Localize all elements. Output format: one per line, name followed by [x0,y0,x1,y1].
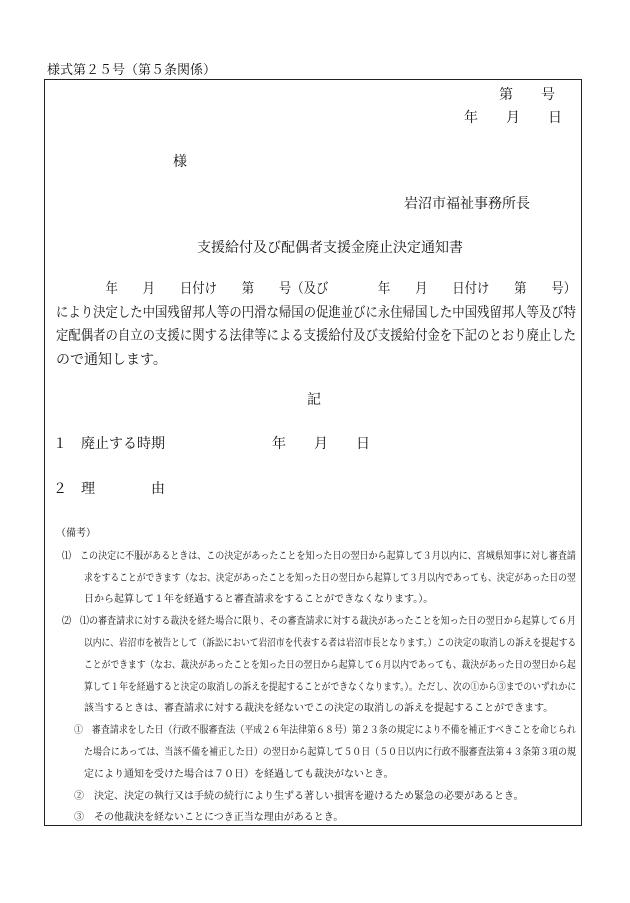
note-line: ① 審査請求をした日（行政不服審査法（平成２６年法律第６８号）第２３条の規定により不備を補正すべきことを命じられ [74,725,576,736]
body-line: 定配偶者の自立の支援に関する法律等による支援給付及び支援給付金を下記のとおり廃止した [56,328,577,344]
document-title: 支援給付及び配偶者支援金廃止決定通知書 [197,240,463,256]
note-line: 算して１年を経過すると決定の取消しの訴えを提起することができなくなります。）。ただし、次の①から③までのいずれかに [84,682,577,693]
note-line: ③ その他裁決を経ないことにつき正当な理由があるとき。 [74,812,344,823]
body-paragraph [56,278,577,372]
note-line: ⑵ ⑴の審査請求に対する裁決を経た場合に限り、その審査請求に対する裁決があったことを知った日の翌日から起算して６月 [62,616,576,627]
note-line: ことができます（なお、裁決があったことを知った日の翌日から起算して６月以内であっても、裁決があった日の翌日から起 [84,660,576,671]
document-date: 年 月 日 [464,110,562,126]
note-line: ⑴ この決定に不服があるときは、この決定があったことを知った日の翌日から起算して３月以内に、宮城県知事に対し審査請 [62,551,576,562]
body-line: により決定した中国残留邦人等の円滑な帰国の促進並びに永住帰国した中国残留邦人等及び特 [56,304,577,321]
note-line: 日から起算して１年を経過すると審査請求をすることができなくなります。）。 [84,594,434,605]
document-number: 第 号 [499,87,555,103]
ki-heading: 記 [307,392,321,408]
note-line: 以内に、岩沼市を被告として（訴訟において岩沼市を代表する者は岩沼市長となります。）この決定の取消しの訴えを提起する [84,638,577,649]
item2-label: ２ 理 由 [53,481,165,497]
issuer: 岩沼市福祉事務所長 [404,196,530,212]
addressee: 様 [173,154,187,170]
body-line: ので通知します。 [56,351,167,368]
form-number: 様式第２５号（第５条関係） [47,63,217,78]
note-line: 定により通知を受けた場合は７０日）を経過しても裁決がないとき。 [84,769,394,780]
note-line: た場合にあっては、当該不備を補正した日）の翌日から起算して５０日（５０日以内に行政不服審査法第４３条第３項の規 [84,747,576,758]
item1-date: 年 月 日 [272,436,370,452]
body-line: 年 月 日付け 第 号（及び 年 月 日付け 第 号） [56,281,577,297]
item1-label: １ 廃止する時期 [53,436,165,452]
note-line: ② 決定、決定の執行又は手続の続行により生ずる著しい損害を避けるため緊急の必要があるとき。 [74,791,524,802]
note-line: 求をすることができます（なお、決定があったことを知った日の翌日から起算して３月以内であっても、決定があった日の翌 [84,573,576,584]
notes-heading: （備考） [56,528,96,539]
note-line: 該当するときは、審査請求に対する裁決を経ないでこの決定の取消しの訴えを提起することができます。 [84,703,554,714]
